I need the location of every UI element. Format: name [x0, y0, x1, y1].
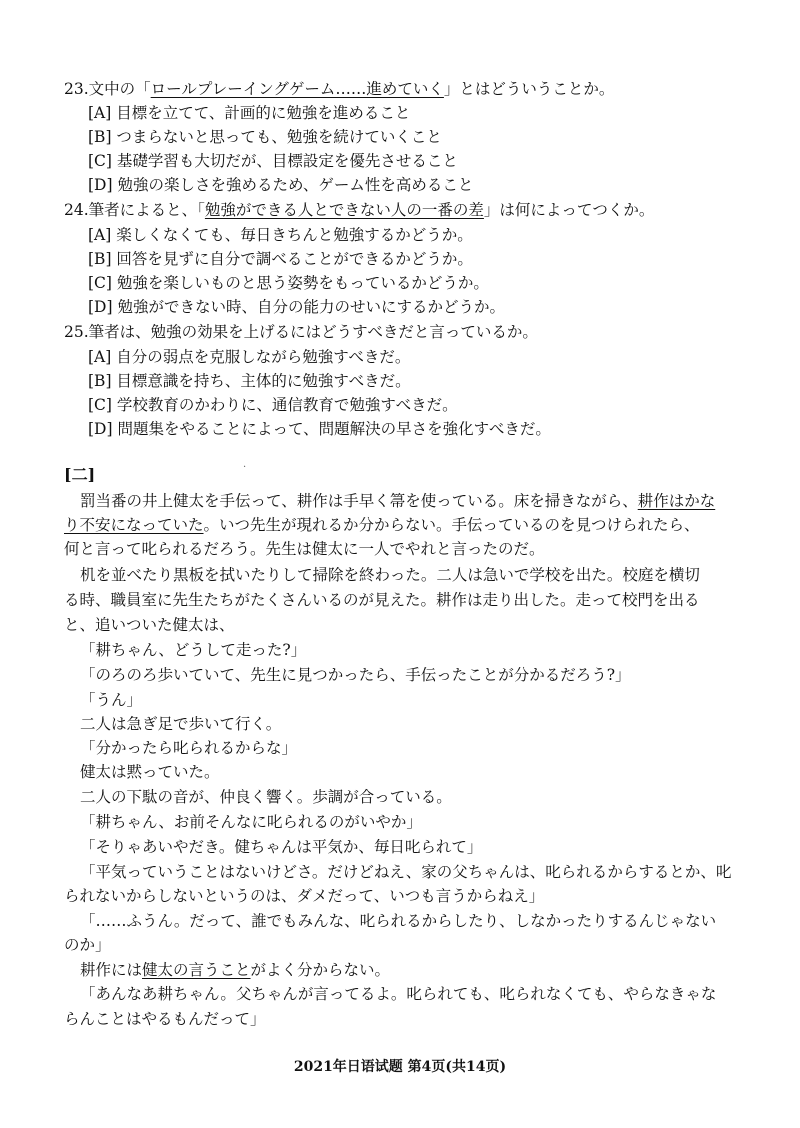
passage-line: 二人の下駄の音が、仲良く響く。歩調が合っている。 — [80, 788, 452, 806]
scan-speck: · — [243, 462, 247, 473]
q24-underlined-quote: 勉強ができる人とできない人の一番の差 — [204, 201, 484, 219]
q25-option-c: [C] 学校教育のかわりに、通信教育で勉強すべきだ。 — [88, 396, 458, 414]
q23-option-d: [D] 勉強の楽しさを強めるため、ゲーム性を高めること — [88, 176, 474, 194]
page-footer: 2021年日语试题 第4页(共14页) — [293, 1059, 507, 1075]
passage-text: 耕作には — [80, 961, 143, 979]
passage-line: 健太は黙っていた。 — [80, 763, 220, 781]
dialogue-line: らんことはやるもんだって」 — [64, 1010, 266, 1028]
passage-line: 何と言って叱られるだろう。先生は健太に一人でやれと言ったのだ。 — [64, 540, 545, 558]
question-24-stem — [64, 199, 654, 221]
q23-option-a: [A] 目標を立てて、計画的に勉強を進めること — [88, 104, 411, 122]
underlined-phrase: り不安になっていた — [64, 516, 204, 534]
dialogue-line: られないからしないというのは、ダメだって、いつも言うからねえ」 — [64, 887, 545, 905]
q25-option-d: [D] 問題集をやることによって、問題解決の早さを強化すべきだ。 — [88, 420, 551, 438]
passage-text: 罰当番の井上健太を手伝って、耕作は手早く箒を使っている。床を掃きながら、 — [80, 492, 638, 510]
q25-option-b: [B] 目標意識を持ち、主体的に勉強すべきだ。 — [88, 372, 411, 390]
q24-option-d: [D] 勉強ができない時、自分の能力のせいにするかどうか。 — [88, 298, 505, 316]
q24-stem-tail: 」は何によってつくか。 — [483, 201, 655, 219]
passage-line — [80, 490, 715, 512]
section-heading: [二] — [64, 465, 96, 484]
q23-stem-tail: 」とはどういうことか。 — [443, 80, 615, 98]
question-23-stem — [64, 78, 614, 100]
q23-stem-text: 23.文中の「 — [64, 80, 151, 98]
dialogue-line: のか」 — [64, 936, 111, 954]
underlined-phrase: 健太の言うこと — [142, 961, 251, 979]
dialogue-line: 「うん」 — [80, 691, 143, 709]
dialogue-line: 「……ふうん。だって、誰でもみんな、叱られるからしたり、しなかったりするんじゃない — [80, 912, 717, 930]
passage-text: がよく分からない。 — [250, 961, 391, 979]
dialogue-line: 「そりゃあいやだき。健ちゃんは平気か、毎日叱られて」 — [80, 838, 483, 856]
q23-underlined-quote: ロールプレーイングゲーム……進めていく — [150, 80, 444, 98]
q24-option-c: [C] 勉強を楽しいものと思う姿勢をもっているかどうか。 — [88, 274, 489, 292]
q25-option-a: [A] 自分の弱点を克服しながら勉強すべきだ。 — [88, 348, 411, 366]
dialogue-line: 「分かったら叱られるからな」 — [80, 739, 298, 757]
q24-option-a: [A] 楽しくなくても、毎日きちんと勉強するかどうか。 — [88, 226, 473, 244]
passage-text: 。いつ先生が現れるか分からない。手伝っているのを見つけられたら、 — [203, 516, 700, 534]
passage-line: と、追いついた健太は、 — [64, 616, 235, 634]
dialogue-line: 「耕ちゃん、どうして走った?」 — [80, 641, 307, 659]
q23-option-c: [C] 基礎学習も大切だが、目標設定を優先させること — [88, 152, 458, 170]
passage-line: る時、職員室に先生たちがたくさんいるのが見えた。耕作は走り出した。走って校門を出る — [64, 591, 700, 609]
q23-option-b: [B] つまらないと思っても、勉強を続けていくこと — [88, 128, 442, 146]
dialogue-line: 「平気っていうことはないけどさ。だけどねえ、家の父ちゃんは、叱られるからするとか、叱 — [80, 863, 732, 881]
passage-line: 机を並べたり黒板を拭いたりして掃除を終わった。二人は急いで学校を出た。校庭を横切 — [80, 566, 700, 584]
passage-line — [64, 514, 700, 536]
question-25-stem: 25.筆者は、勉強の効果を上げるにはどうすべきだと言っているか。 — [64, 323, 538, 341]
dialogue-line: 「のろのろ歩いていて、先生に見つかったら、手伝ったことが分かるだろう?」 — [80, 666, 631, 684]
passage-line: 二人は急ぎ足で歩いて行く。 — [80, 715, 282, 733]
q24-option-b: [B] 回答を見ずに自分で調べることができるかどうか。 — [88, 250, 473, 268]
passage-line — [80, 959, 390, 981]
underlined-phrase: 耕作はかな — [637, 492, 716, 510]
dialogue-line: 「あんなあ耕ちゃん。父ちゃんが言ってるよ。叱られても、叱られなくても、やらなきゃな — [80, 985, 717, 1003]
dialogue-line: 「耕ちゃん、お前そんなに叱られるのがいやか」 — [80, 813, 422, 831]
q24-stem-text: 24.筆者によると、「 — [64, 201, 205, 219]
